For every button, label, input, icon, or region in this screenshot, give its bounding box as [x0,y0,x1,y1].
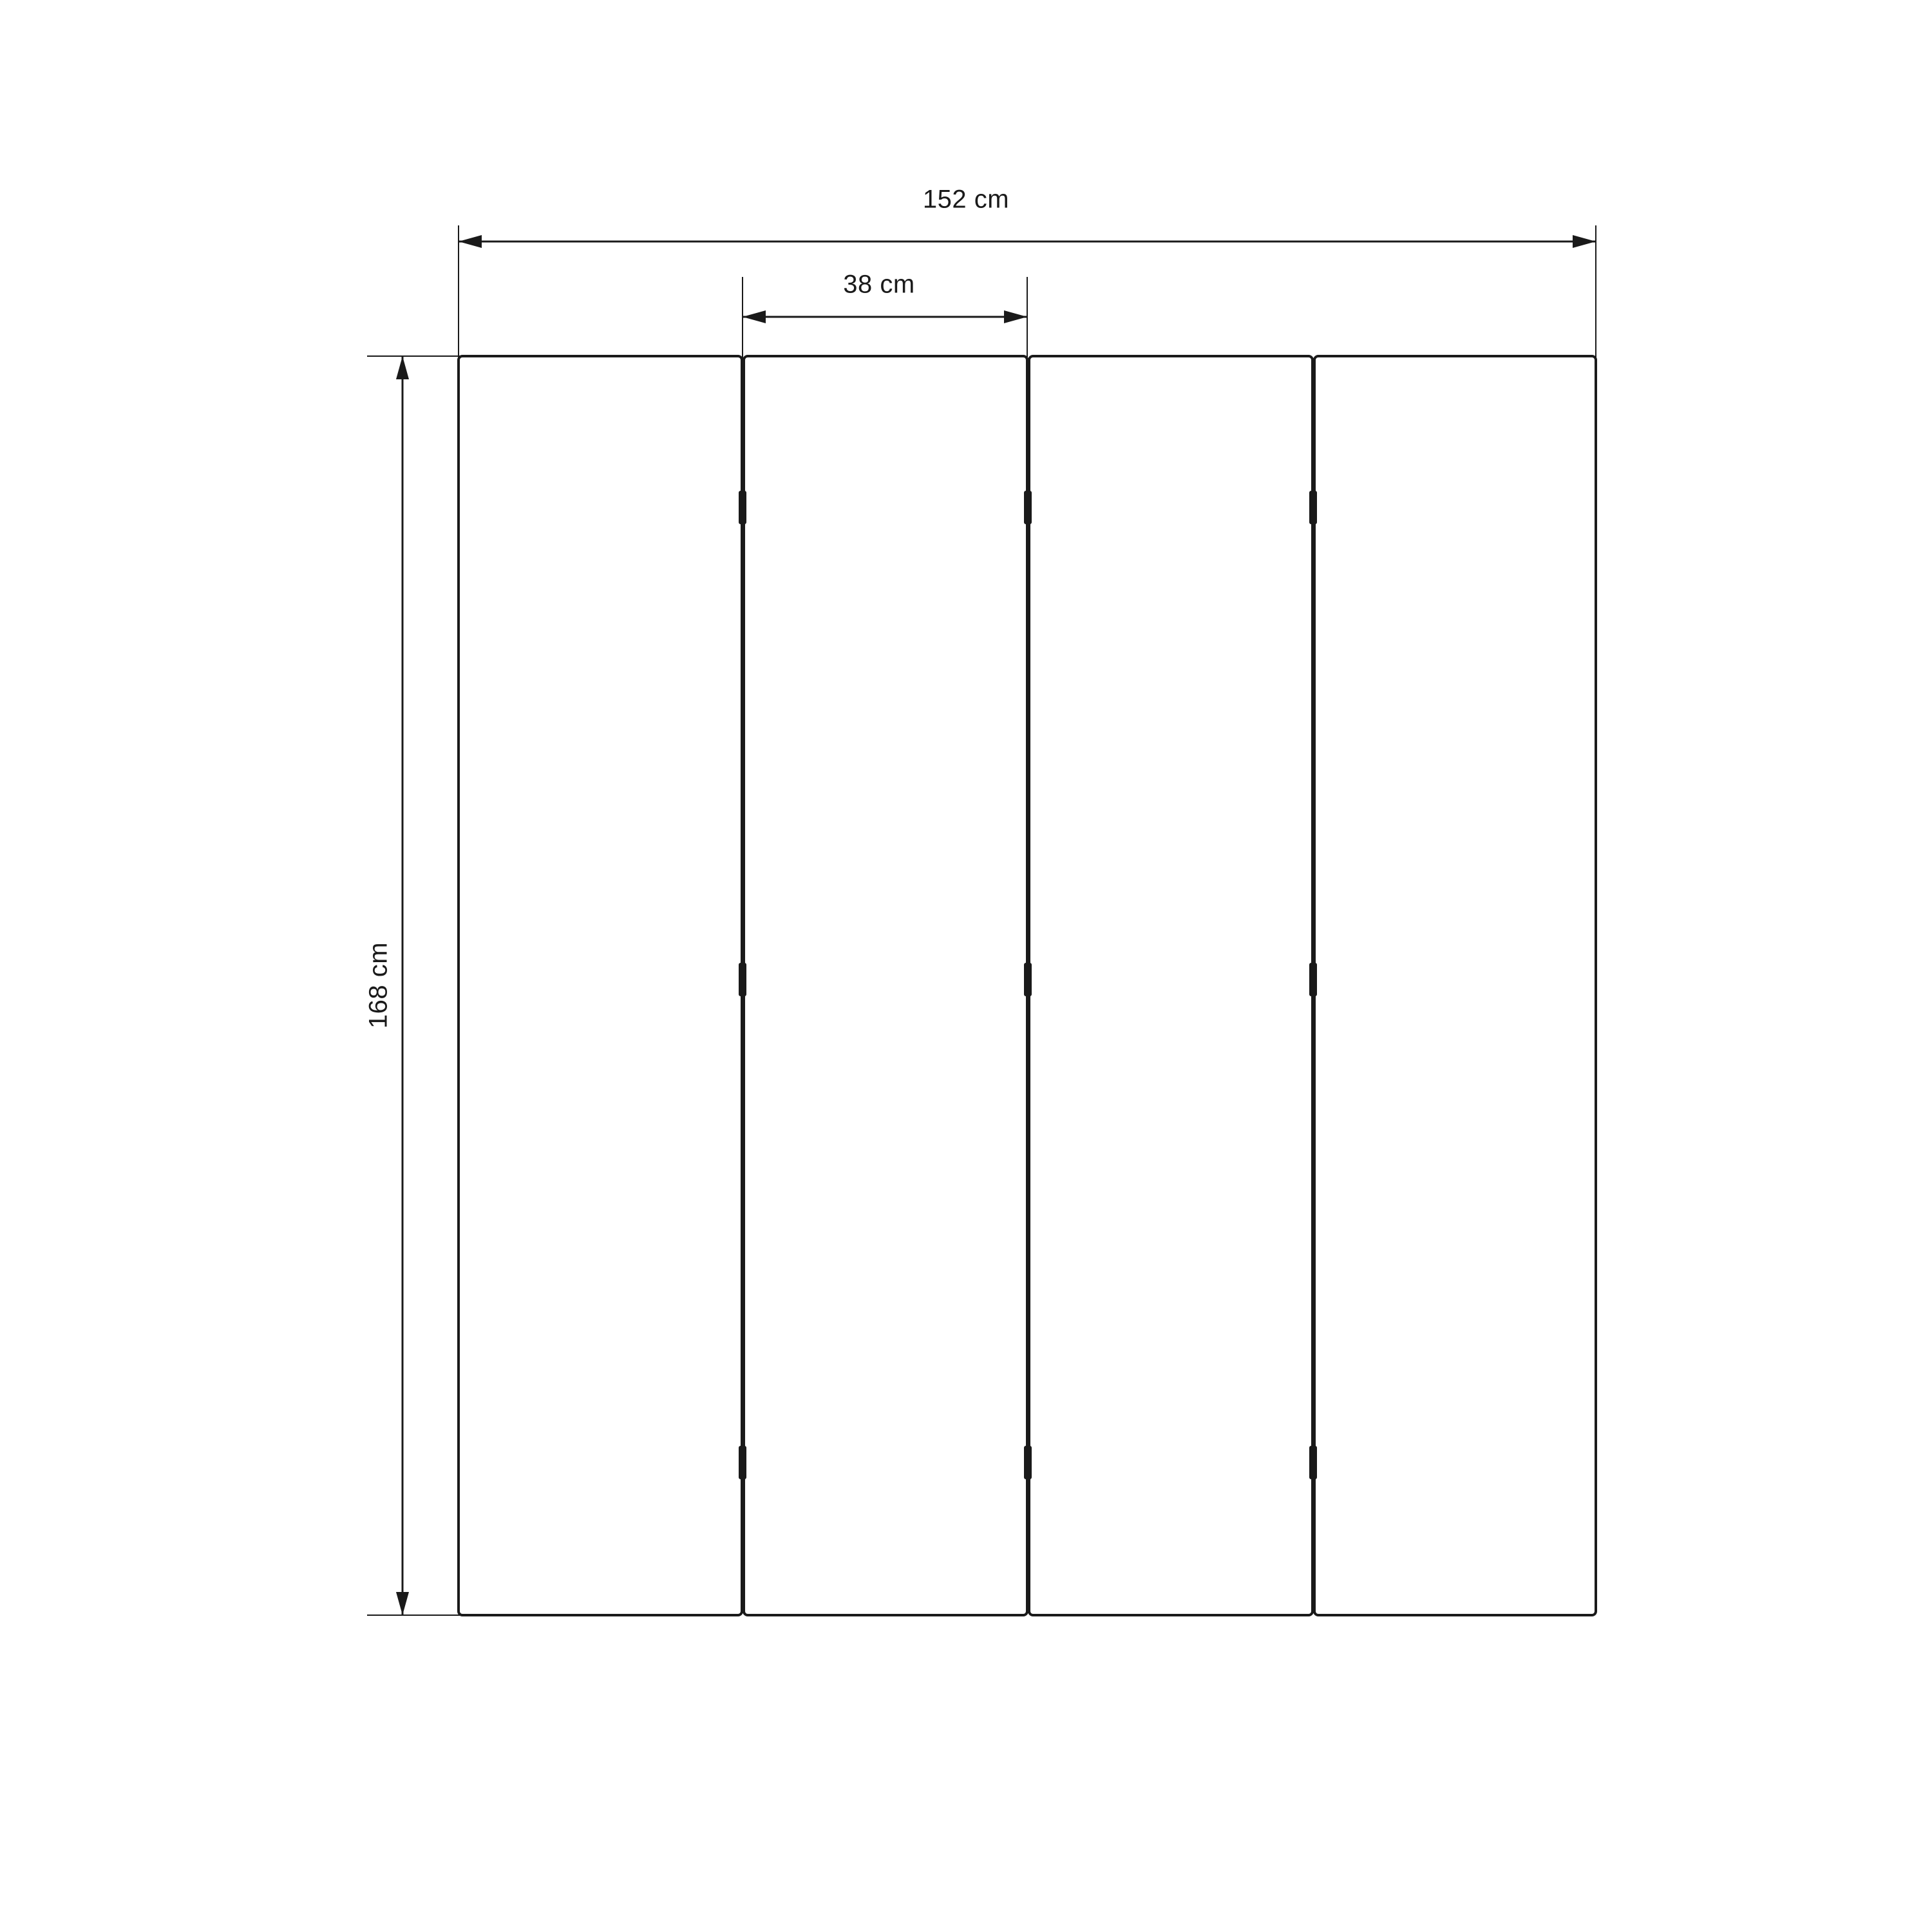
dimension-label-total-width: 152 cm [922,185,1010,214]
hinge-icon-3-bottom [1309,1446,1317,1479]
arrowhead-left-width-panel [743,310,766,323]
hinge-icon-1-bottom [739,1446,746,1479]
hinge-icon-1-top [739,491,746,524]
arrowhead-top-height [396,356,409,379]
hinge-icon-1-middle [739,963,746,996]
dimension-label-panel-width: 38 cm [843,270,915,299]
hinge-icon-2-middle [1024,963,1032,996]
hinge-icon-3-top [1309,491,1317,524]
arrowhead-left-width-total [459,235,482,248]
dimension-width-total [459,235,1596,248]
panel-1 [459,356,742,1615]
panel-3 [1029,356,1312,1615]
hinge-icon-2-top [1024,491,1032,524]
arrowhead-bottom-height [396,1592,409,1615]
arrowhead-right-width-total [1573,235,1596,248]
dimension-width-panel [743,310,1027,323]
dimension-height-total [396,356,409,1615]
panel-2 [744,356,1027,1615]
hinge-icon-3-middle [1309,963,1317,996]
hinge-icon-2-bottom [1024,1446,1032,1479]
dimension-label-total-height: 168 cm [364,942,393,1029]
arrowhead-right-width-panel [1004,310,1027,323]
panel-4 [1314,356,1596,1615]
